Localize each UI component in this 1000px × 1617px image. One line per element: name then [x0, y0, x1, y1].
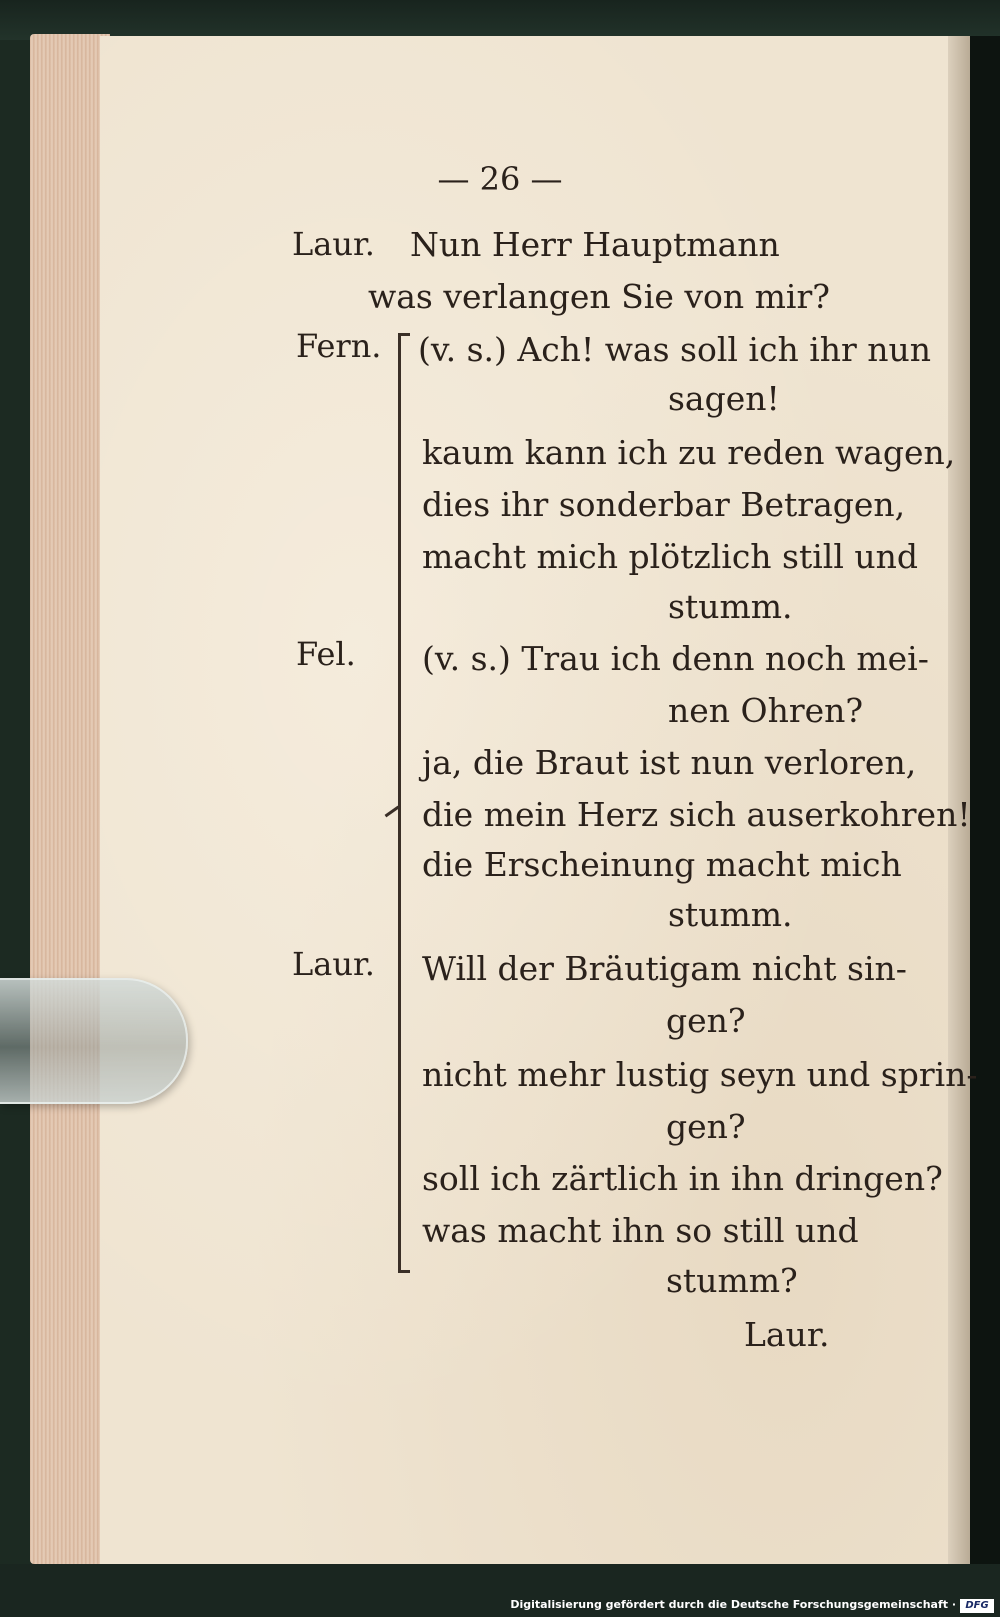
verse-line: Will der Bräutigam nicht sin-: [422, 949, 907, 988]
verse-line: stumm.: [668, 895, 793, 934]
verse-line: was verlangen Sie von mir?: [368, 277, 830, 316]
verse-line: die Erscheinung macht mich: [422, 845, 902, 884]
verse-line: (v. s.) Ach! was soll ich ihr nun: [418, 330, 932, 369]
verse-line: Nun Herr Hauptmann: [410, 225, 780, 264]
speaker-label: Fel.: [296, 635, 356, 673]
verse-line: nicht mehr lustig seyn und sprin-: [422, 1055, 978, 1094]
verse-line: die mein Herz sich auserkohren!: [422, 795, 971, 834]
digitization-credit: Digitalisierung gefördert durch die Deutsche Forschungsgemeinschaft ·: [510, 1598, 956, 1611]
verse-line: macht mich plötzlich still und: [422, 537, 919, 576]
verse-line: kaum kann ich zu reden wagen,: [422, 433, 956, 472]
verse-line: sagen!: [668, 379, 780, 418]
verse-line: gen?: [666, 1107, 746, 1146]
speaker-label: Laur.: [292, 225, 375, 263]
page-number: — 26 —: [437, 160, 563, 198]
verse-line: soll ich zärtlich in ihn dringen?: [422, 1159, 943, 1198]
scan-background: [0, 0, 1000, 40]
dfg-logo: DFG: [960, 1599, 994, 1613]
speaker-label: Fern.: [296, 327, 382, 365]
verse-line: stumm.: [668, 587, 793, 626]
page-stack-edges: [30, 34, 110, 1564]
brace-bottom: [398, 1270, 410, 1273]
verse-line: gen?: [666, 1001, 746, 1040]
verse-line: nen Ohren?: [668, 691, 864, 730]
catchword: Laur.: [744, 1315, 830, 1354]
bookmark-clip: [0, 978, 188, 1104]
brace-line: [398, 333, 401, 1273]
verse-line: (v. s.) Trau ich denn noch mei-: [422, 639, 929, 678]
speaker-label: Laur.: [292, 945, 375, 983]
verse-line: ja, die Braut ist nun verloren,: [422, 743, 917, 782]
verse-line: dies ihr sonderbar Betragen,: [422, 485, 906, 524]
verse-line: was macht ihn so still und: [422, 1211, 859, 1250]
verse-line: stumm?: [666, 1261, 798, 1300]
